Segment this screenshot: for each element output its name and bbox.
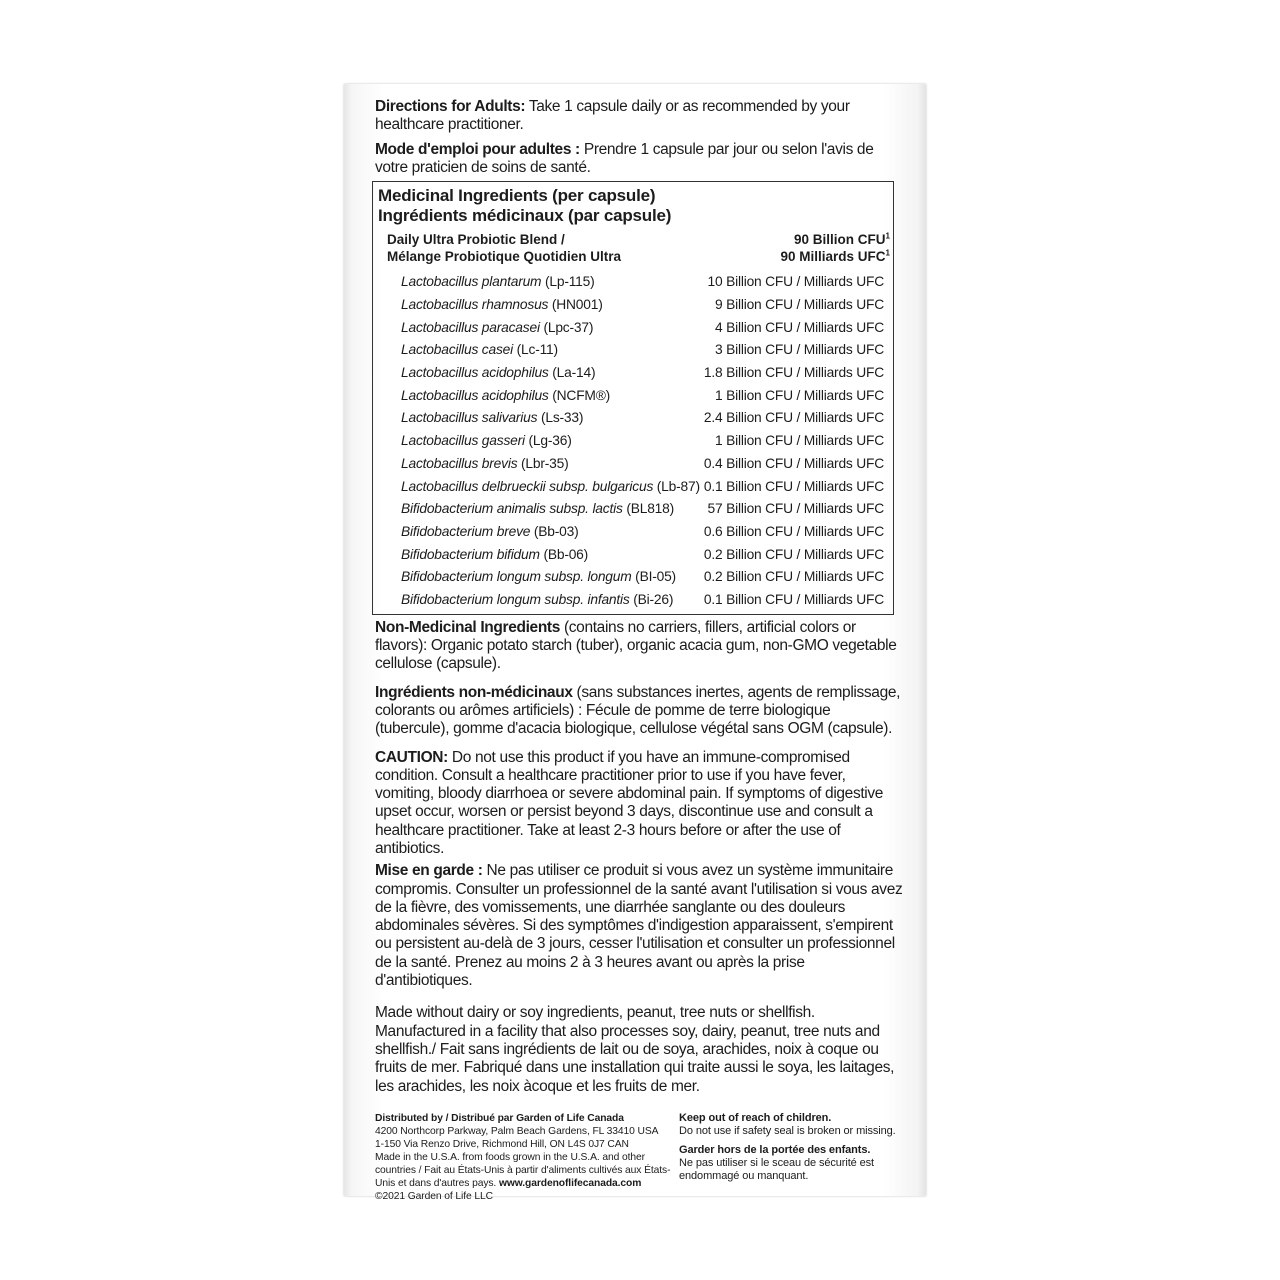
child-warning <box>679 1112 899 1204</box>
ingredient-rows <box>373 271 893 612</box>
ingredient-species: Bifidobacterium animalis subsp. lactis <box>401 501 623 517</box>
ingredient-species: Lactobacillus casei <box>401 342 514 358</box>
ingredient-species: Lactobacillus paracasei <box>401 319 540 335</box>
ingredient-name <box>401 476 700 499</box>
ingredient-amount: 0.1 Billion CFU / Milliards UFC <box>703 478 884 494</box>
label-content <box>375 98 905 1204</box>
ingredient-strain: (Lg-36) <box>524 433 572 449</box>
ingredient-amount: 4 Billion CFU / Milliards UFC <box>715 319 884 335</box>
ingredient-name <box>401 339 558 362</box>
ingredient-species: Lactobacillus salivarius <box>401 410 538 426</box>
blend-name-en: Daily Ultra Probiotic Blend / <box>387 232 565 248</box>
ingredient-species: Lactobacillus plantarum <box>401 274 542 290</box>
ingredient-row <box>373 294 893 317</box>
non-medicinal-fr-label: Ingrédients non-médicinaux <box>375 683 573 701</box>
non-medicinal-fr <box>375 684 905 739</box>
ingredient-name <box>401 385 610 408</box>
ingredient-amount: 9 Billion CFU / Milliards UFC <box>715 296 884 312</box>
ingredient-species: Lactobacillus brevis <box>401 455 518 471</box>
ingredient-amount: 0.4 Billion CFU / Milliards UFC <box>703 455 884 471</box>
distributor-address-ca: 1-150 Via Renzo Drive, Richmond Hill, ON L4S 0J7 CAN <box>375 1139 629 1151</box>
ingredient-strain: (BL818) <box>622 501 675 517</box>
footnote-mark: 1 <box>885 248 890 258</box>
directions-fr-label: Mode d'emploi pour adultes : <box>375 140 580 158</box>
ingredient-amount: 0.6 Billion CFU / Milliards UFC <box>703 523 884 539</box>
ingredient-name <box>401 589 673 612</box>
made-in-text: Made in the U.S.A. from foods grown in the U.S.A. and other countries / Fait au États-Unis à partir d'aliments cultivés aux États-Unis et dans d'autres pays. <box>375 1152 671 1190</box>
caution-fr-label: Mise en garde : <box>375 862 483 880</box>
ingredient-row <box>373 407 893 430</box>
keep-out-en-text: Do not use if safety seal is broken or missing. <box>679 1124 896 1137</box>
ingredient-amount: 10 Billion CFU / Milliards UFC <box>707 274 884 290</box>
ingredient-row <box>373 317 893 340</box>
ingredient-name <box>401 294 603 317</box>
directions-fr-text: Prendre 1 capsule par jour ou selon l'avis de votre praticien de soins de santé. <box>375 140 874 176</box>
allergen-statement: Made without dairy or soy ingredients, peanut, tree nuts or shellfish. Manufactured in a facility that also processes soy, dairy, peanut, tree nuts and shellfish./ Fait sans ingrédients de lait ou de soya, arachides, noix à coque ou fruits de mer. Fabriqué dans une installation qui traite aussi le soya, les laitages, les arachides, les noix àcoque et les fruits de mer. <box>375 1004 895 1095</box>
ingredient-row <box>373 453 893 476</box>
ingredient-strain: (Lpc-37) <box>539 319 594 335</box>
directions-en <box>375 98 905 135</box>
blend-row <box>373 232 893 265</box>
ingredient-species: Lactobacillus gasseri <box>401 433 525 449</box>
caution-fr-text: Ne pas utiliser ce produit si vous avez un système immunitaire compromis. Consulter un professionnel de la santé avant l'utilisation si vous avez de la fièvre, des vomissements, une diarrhée sanglante ou des douleurs abdominales sévères. Si des symptômes d'indigestion apparaissent, s'empirent ou persistent au-delà de 3 jours, cesser l'utilisation et consulter un professionnel de la santé. Prenez au moins 2 à 3 heures avant ou après la prise d'antibiotiques. <box>375 862 903 990</box>
ingredient-name <box>401 271 595 294</box>
ingredient-name <box>401 430 572 453</box>
blend-name <box>387 232 621 265</box>
ingredient-row <box>373 385 893 408</box>
ingredient-amount: 0.2 Billion CFU / Milliards UFC <box>703 569 884 585</box>
ingredient-strain: (Lbr-35) <box>517 455 569 471</box>
medicinal-title-en: Medicinal Ingredients (per capsule) <box>378 186 656 206</box>
directions-en-text: Take 1 capsule daily or as recommended by your healthcare practitioner. <box>375 98 850 134</box>
ingredient-strain: (Lc-11) <box>513 342 558 358</box>
ingredient-amount: 1 Billion CFU / Milliards UFC <box>715 433 884 449</box>
non-medicinal-en-text: (contains no carriers, fillers, artificial colors or flavors): Organic potato starch (tuber), organic acacia gum, non-GMO vegetable cellulose (capsule). <box>375 618 897 673</box>
ingredient-amount: 1.8 Billion CFU / Milliards UFC <box>703 365 884 380</box>
ingredient-row <box>373 339 893 362</box>
ingredient-strain: (Ls-33) <box>537 410 584 426</box>
blend-amount-en-line <box>781 232 890 249</box>
copyright: ©2021 Garden of Life LLC <box>375 1191 493 1203</box>
ingredient-species: Lactobacillus rhamnosus <box>401 296 549 312</box>
ingredient-row <box>373 521 893 544</box>
blend-amount-fr-line <box>781 249 890 266</box>
ingredient-row <box>373 566 893 589</box>
ingredient-name <box>401 498 674 521</box>
ingredient-strain: (Bb-06) <box>539 546 589 562</box>
caution-en-text: Do not use this product if you have an immune-compromised condition. Consult a healthcare practitioner prior to use if you have fever, vomiting, bloody diarrhoea or severe abdominal pain. If symptoms of digestive upset occur, worsen or persist beyond 3 days, discontinue use and consult a healthcare practitioner. Take at least 2-3 hours before or after the use of antibiotics. <box>375 748 884 857</box>
footer <box>375 1112 905 1204</box>
medicinal-ingredients-table <box>372 181 894 615</box>
distributor-info <box>375 1112 679 1204</box>
caution-en <box>375 749 905 859</box>
ingredient-row <box>373 476 893 499</box>
ingredient-species: Lactobacillus delbrueckii subsp. bulgaricus <box>401 478 654 494</box>
ingredient-strain: (Bb-03) <box>530 523 579 539</box>
ingredient-strain: (La-14) <box>548 365 596 380</box>
made-in-statement <box>375 1151 679 1190</box>
ingredient-species: Bifidobacterium bifidum <box>401 546 540 562</box>
blend-amount <box>781 232 890 265</box>
caution-en-label: CAUTION: <box>375 748 448 766</box>
blend-name-fr: Mélange Probiotique Quotidien Ultra <box>387 248 622 264</box>
keep-out-fr-text: Ne pas utiliser si le sceau de sécurité est endommagé ou manquant. <box>679 1157 875 1183</box>
medicinal-title-fr: Ingrédients médicinaux (par capsule) <box>378 206 672 226</box>
ingredient-strain: (BI-05) <box>631 569 676 585</box>
website-link: www.gardenoflifecanada.com <box>498 1178 642 1190</box>
ingredient-strain: (Lb-87) <box>653 478 700 494</box>
ingredient-row <box>373 271 893 294</box>
ingredient-amount: 57 Billion CFU / Milliards UFC <box>707 501 884 517</box>
keep-out-en-label: Keep out of reach of children. <box>679 1111 832 1124</box>
ingredient-row <box>373 362 893 385</box>
distributor-label: Distributed by / Distribué par Garden of Life Canada <box>375 1112 624 1124</box>
ingredient-amount: 3 Billion CFU / Milliards UFC <box>715 342 884 358</box>
ingredient-strain: (Lp-115) <box>541 274 595 290</box>
ingredient-row <box>373 430 893 453</box>
distributor-address-us: 4200 Northcorp Parkway, Palm Beach Gardens, FL 33410 USA <box>375 1125 659 1137</box>
ingredient-amount: 0.2 Billion CFU / Milliards UFC <box>703 546 884 562</box>
ingredient-name <box>401 453 569 476</box>
directions-en-label: Directions for Adults: <box>375 98 526 115</box>
ingredient-strain: (HN001) <box>548 296 603 312</box>
non-medicinal-en <box>375 619 905 674</box>
ingredient-name <box>401 317 593 340</box>
ingredient-amount: 2.4 Billion CFU / Milliards UFC <box>703 410 884 426</box>
ingredient-name <box>401 566 676 589</box>
ingredient-species: Bifidobacterium longum subsp. longum <box>401 569 632 585</box>
ingredient-species: Bifidobacterium longum subsp. infantis <box>401 592 630 608</box>
blend-amount-fr: 90 Milliards UFC <box>780 248 886 264</box>
ingredient-species: Bifidobacterium breve <box>401 523 531 539</box>
ingredient-name <box>401 362 595 385</box>
ingredient-name <box>401 544 588 567</box>
directions-fr <box>375 141 905 178</box>
ingredient-row <box>373 498 893 521</box>
ingredient-row <box>373 589 893 612</box>
ingredient-amount: 0.1 Billion CFU / Milliards UFC <box>703 592 884 608</box>
caution-fr <box>375 862 905 990</box>
non-medicinal-en-label: Non-Medicinal Ingredients <box>375 618 561 636</box>
ingredient-species: Lactobacillus acidophilus <box>401 387 549 403</box>
blend-amount-en: 90 Billion CFU <box>794 232 886 248</box>
ingredient-amount: 1 Billion CFU / Milliards UFC <box>715 387 884 403</box>
footnote-mark: 1 <box>885 231 890 241</box>
keep-out-fr-label: Garder hors de la portée des enfants. <box>679 1144 871 1157</box>
ingredient-strain: (NCFM®) <box>548 387 611 403</box>
non-medicinal-fr-text: (sans substances inertes, agents de remplissage, colorants ou arômes artificiels) : Fécule de pomme de terre biologique (tubercule), gomme d'acacia biologique, cellulose végétal sans OGM (capsule). <box>375 683 901 738</box>
ingredient-strain: (Bi-26) <box>629 592 674 608</box>
ingredient-species: Lactobacillus acidophilus <box>401 365 549 380</box>
ingredient-row <box>373 544 893 567</box>
ingredient-name <box>401 521 579 544</box>
ingredient-name <box>401 407 583 430</box>
